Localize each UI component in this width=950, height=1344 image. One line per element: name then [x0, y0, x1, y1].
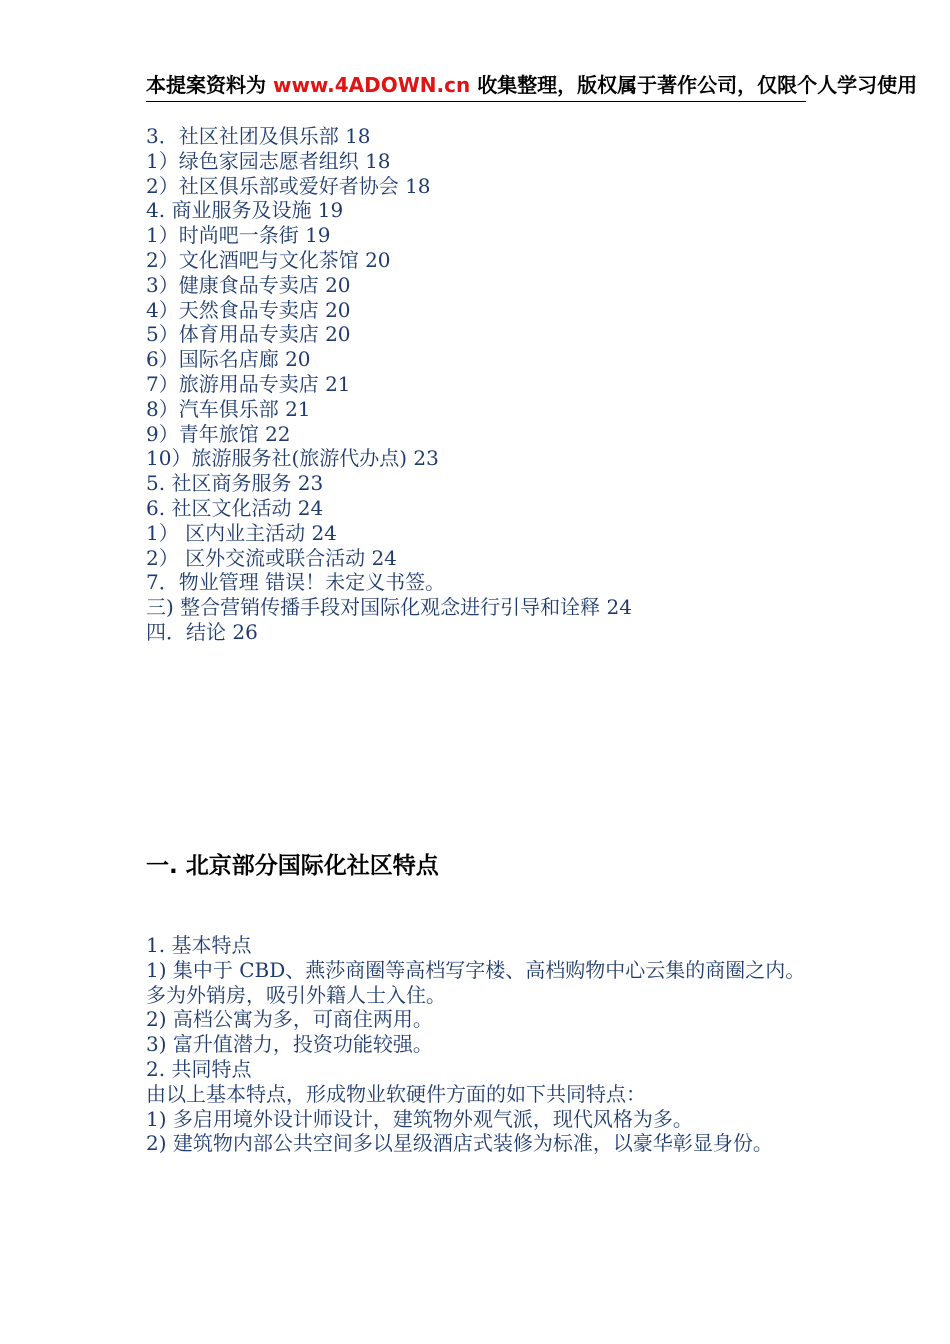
header-divider	[146, 101, 806, 102]
body-paragraph: 2) 建筑物内部公共空间多以星级酒店式装修为标准，以豪华彰显身份。	[146, 1131, 773, 1156]
body-paragraph: 3) 富升值潜力，投资功能较强。	[146, 1032, 433, 1057]
body-paragraph: 多为外销房，吸引外籍人士入住。	[146, 982, 446, 1007]
toc-entry[interactable]: 7）旅游用品专卖店 21	[146, 371, 351, 396]
toc-entry[interactable]: 5）体育用品专卖店 20	[146, 322, 351, 347]
toc-entry[interactable]: 2）文化酒吧与文化茶馆 20	[146, 247, 391, 272]
toc-entry[interactable]: 1）绿色家园志愿者组织 18	[146, 148, 391, 173]
body-paragraph: 1) 集中于 CBD、燕莎商圈等高档写字楼、高档购物中心云集的商圈之内。	[146, 957, 806, 982]
toc-entry[interactable]: 1） 区内业主活动 24	[146, 520, 337, 545]
toc-entry[interactable]: 1）时尚吧一条街 19	[146, 223, 331, 248]
header-suffix: 收集整理，版权属于著作公司，仅限个人学习使用	[477, 73, 918, 97]
toc-entry[interactable]: 3．社区社团及俱乐部 18	[146, 124, 371, 148]
page-header	[146, 70, 950, 100]
toc-entry[interactable]: 2） 区外交流或联合活动 24	[146, 545, 397, 570]
section-heading: 一. 北京部分国际化社区特点	[146, 853, 439, 879]
toc-entry[interactable]: 4）天然食品专卖店 20	[146, 297, 351, 322]
body-paragraph: 1) 多启用境外设计师设计，建筑物外观气派，现代风格为多。	[146, 1106, 693, 1131]
toc-entry[interactable]: 4. 商业服务及设施 19	[146, 198, 344, 223]
toc-entry[interactable]: 四．结论 26	[146, 619, 258, 644]
toc-entry[interactable]: 三) 整合营销传播手段对国际化观念进行引导和诠释 24	[146, 595, 632, 620]
toc-entry[interactable]: 8）汽车俱乐部 21	[146, 396, 311, 421]
header-site-link[interactable]: www.4ADOWN.cn	[272, 73, 471, 97]
body-paragraph: 1. 基本特点	[146, 933, 252, 957]
toc-entry[interactable]: 9）青年旅馆 22	[146, 421, 291, 446]
toc-entry[interactable]: 10）旅游服务社(旅游代办点) 23	[146, 446, 439, 471]
toc-entry[interactable]: 3）健康食品专卖店 20	[146, 272, 351, 297]
toc-entry[interactable]: 6. 社区文化活动 24	[146, 495, 324, 520]
body-paragraph: 2. 共同特点	[146, 1056, 252, 1081]
toc-entry[interactable]: 7．物业管理 错误！未定义书签。	[146, 570, 446, 595]
body-paragraph: 由以上基本特点，形成物业软硬件方面的如下共同特点：	[146, 1081, 646, 1106]
toc-entry[interactable]: 6）国际名店廊 20	[146, 347, 311, 372]
section-body	[146, 933, 810, 1156]
header-prefix: 本提案资料为	[146, 73, 266, 97]
toc-entry[interactable]: 5. 社区商务服务 23	[146, 471, 324, 496]
table-of-contents	[146, 124, 632, 645]
body-paragraph: 2) 高档公寓为多，可商住两用。	[146, 1007, 433, 1032]
toc-entry[interactable]: 2）社区俱乐部或爱好者协会 18	[146, 173, 431, 198]
